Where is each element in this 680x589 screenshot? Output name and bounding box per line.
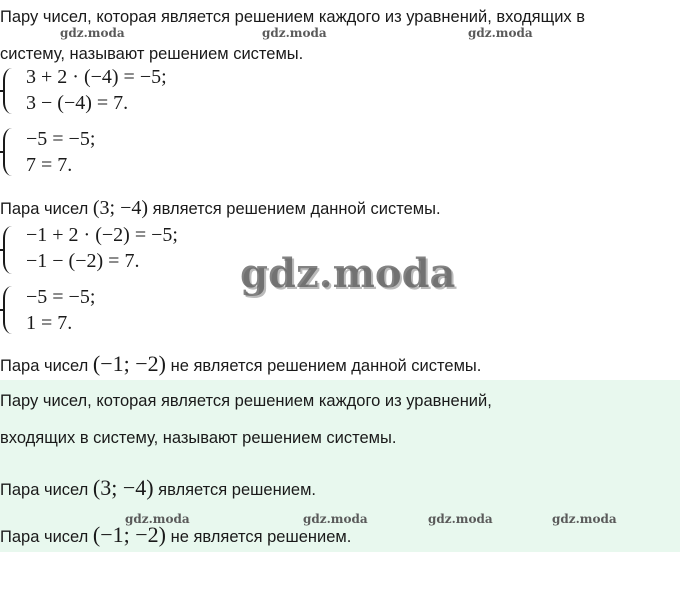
conclusion-2 [0,351,481,377]
intro-line-2: систему, называют решением системы. [0,45,304,63]
conclusion-suffix: не является решением данной системы. [170,357,482,375]
watermark-logo: gdz.moda [262,26,327,40]
summary-line-1: Пару чисел, которая является решением каждого из уравнений, [0,392,492,410]
brace-icon [3,286,15,334]
brace-icon [3,68,15,114]
watermark-logo: gdz.moda [303,512,368,526]
watermark-logo: gdz.moda [125,512,190,526]
watermark-logo: gdz.moda [60,26,125,40]
system-check1-a [0,66,300,116]
conclusion-1 [0,197,441,220]
watermark-logo-large: gdz.moda [240,250,456,297]
equation: 3 + 2 · (−4) = −5; [26,66,167,88]
summary-box [0,380,680,552]
summary-line-3 [0,475,316,501]
intro-line-1: Пару чисел, которая является решением каждого из уравнений, входящих в [0,8,586,26]
watermark-logo: gdz.moda [468,26,533,40]
watermark-logo: gdz.moda [428,512,493,526]
conclusion-prefix: Пара чисел [0,357,89,375]
brace-icon [3,128,15,176]
equation: −5 = −5; [26,286,96,308]
number-pair: (−1; −2) [92,351,166,376]
conclusion-suffix: является решением данной системы. [152,200,441,218]
equation: −1 + 2 · (−2) = −5; [26,224,178,246]
system-check1-b [0,126,300,178]
summary-prefix: Пара чисел [0,481,89,499]
summary-suffix: не является решением. [170,528,352,546]
number-pair: (−1; −2) [92,522,166,547]
equation: 3 − (−4) = 7. [26,92,129,114]
equation: −1 − (−2) = 7. [26,250,140,272]
summary-prefix: Пара чисел [0,528,89,546]
summary-line-2: входящих в систему, называют решением системы. [0,429,397,447]
brace-icon [3,226,15,274]
equation: 7 = 7. [26,154,73,176]
equation: 1 = 7. [26,312,73,334]
number-pair: (3; −4) [92,475,154,500]
conclusion-prefix: Пара чисел [0,200,89,218]
number-pair: (3; −4) [92,197,149,219]
equation: −5 = −5; [26,128,96,150]
watermark-logo: gdz.moda [552,512,617,526]
summary-suffix: является решением. [158,481,317,499]
